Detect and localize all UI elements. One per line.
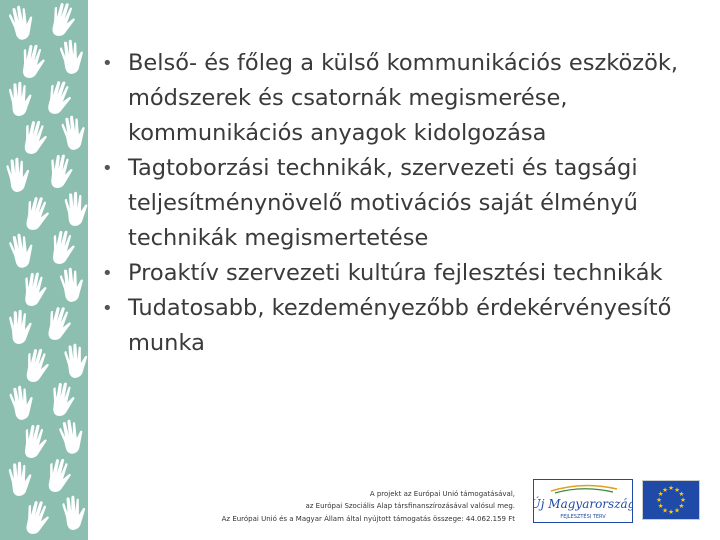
footer-line-3: Az Európai Unió és a Magyar Állam által nyújtott támogatás összege: 44.062.159 Ft [221, 514, 515, 523]
bullet-text: Proaktív szervezeti kultúra fejlesztési technikák [128, 260, 663, 286]
hand-shape [20, 43, 47, 80]
bullet-dot: • [102, 53, 113, 74]
hand-shape [60, 114, 88, 152]
eu-flag-icon [642, 480, 700, 520]
bullet-text: Tagtoborzási technikák, szervezeti és tagsági teljesítménynövelő motivációs saját élményű technikák megismertetése [128, 155, 638, 251]
eu-star-icon: ★ [678, 490, 685, 499]
uj-magyarorszag-logo [533, 479, 633, 523]
bullet-list [98, 46, 698, 361]
hand-shape [46, 457, 74, 494]
hand-shape [50, 229, 77, 266]
eu-star-icon: ★ [674, 506, 680, 515]
eu-star-icon: ★ [657, 490, 664, 499]
hand-shape [9, 309, 33, 344]
hand-shape [22, 423, 49, 460]
hand-shape [49, 1, 78, 39]
bullet-dot: • [102, 298, 113, 319]
logo-sub-text: FEJLESZTÉSI TERV [560, 514, 606, 520]
footer-line-2: az Európai Szociális Alap társfinanszírozásával valósul meg. [305, 502, 515, 510]
decorative-hands-band [0, 0, 88, 540]
hand-shape [59, 266, 87, 303]
bullet-item [98, 46, 698, 151]
funding-footer [222, 488, 515, 526]
hand-shape [57, 417, 87, 455]
eu-star-icon: ★ [680, 496, 686, 505]
bullet-text: Tudatosabb, kezdeményezőbb érdekérvényesítő munka [128, 295, 672, 356]
hand-shape [23, 271, 48, 307]
hands-pattern [0, 0, 88, 540]
hand-shape [7, 231, 37, 269]
hand-shape [63, 342, 88, 379]
eu-star-icon: ★ [668, 484, 674, 493]
hand-shape [45, 305, 74, 343]
eu-star-icon: ★ [657, 502, 664, 511]
bullet-dot: • [102, 263, 113, 284]
bullet-dot: • [102, 158, 113, 179]
logo-main-text: Új Magyarország [533, 497, 633, 511]
hand-shape [49, 153, 74, 189]
hand-shape [61, 494, 88, 531]
hand-shape [59, 38, 87, 75]
eu-star-icon: ★ [674, 485, 680, 494]
eu-star-icon: ★ [678, 502, 685, 511]
eu-star-icon: ★ [668, 508, 674, 517]
hand-shape [8, 384, 37, 422]
slide-content [98, 46, 698, 361]
hand-shape [51, 381, 76, 417]
hand-shape [45, 79, 75, 117]
hand-shape [5, 156, 32, 193]
bullet-item [98, 291, 698, 361]
hand-shape [23, 499, 52, 537]
eu-star-icon: ★ [662, 485, 668, 494]
hand-shape [8, 461, 33, 497]
eu-star-icon: ★ [662, 506, 668, 515]
hand-shape [24, 347, 52, 384]
hand-shape [8, 81, 33, 117]
footer-line-1: A projekt az Európai Unió támogatásával, [369, 489, 515, 498]
bullet-item [98, 256, 698, 291]
eu-star-icon: ★ [656, 496, 662, 505]
hand-shape [22, 119, 50, 156]
hand-shape [23, 195, 52, 233]
hand-shape [7, 3, 37, 42]
bullet-text: Belső- és főleg a külső kommunikációs eszközök, módszerek és csatornák megismerése, kommunikációs anyagok kidolgozása [128, 50, 679, 146]
hand-shape [64, 191, 88, 227]
bullet-item [98, 151, 698, 256]
